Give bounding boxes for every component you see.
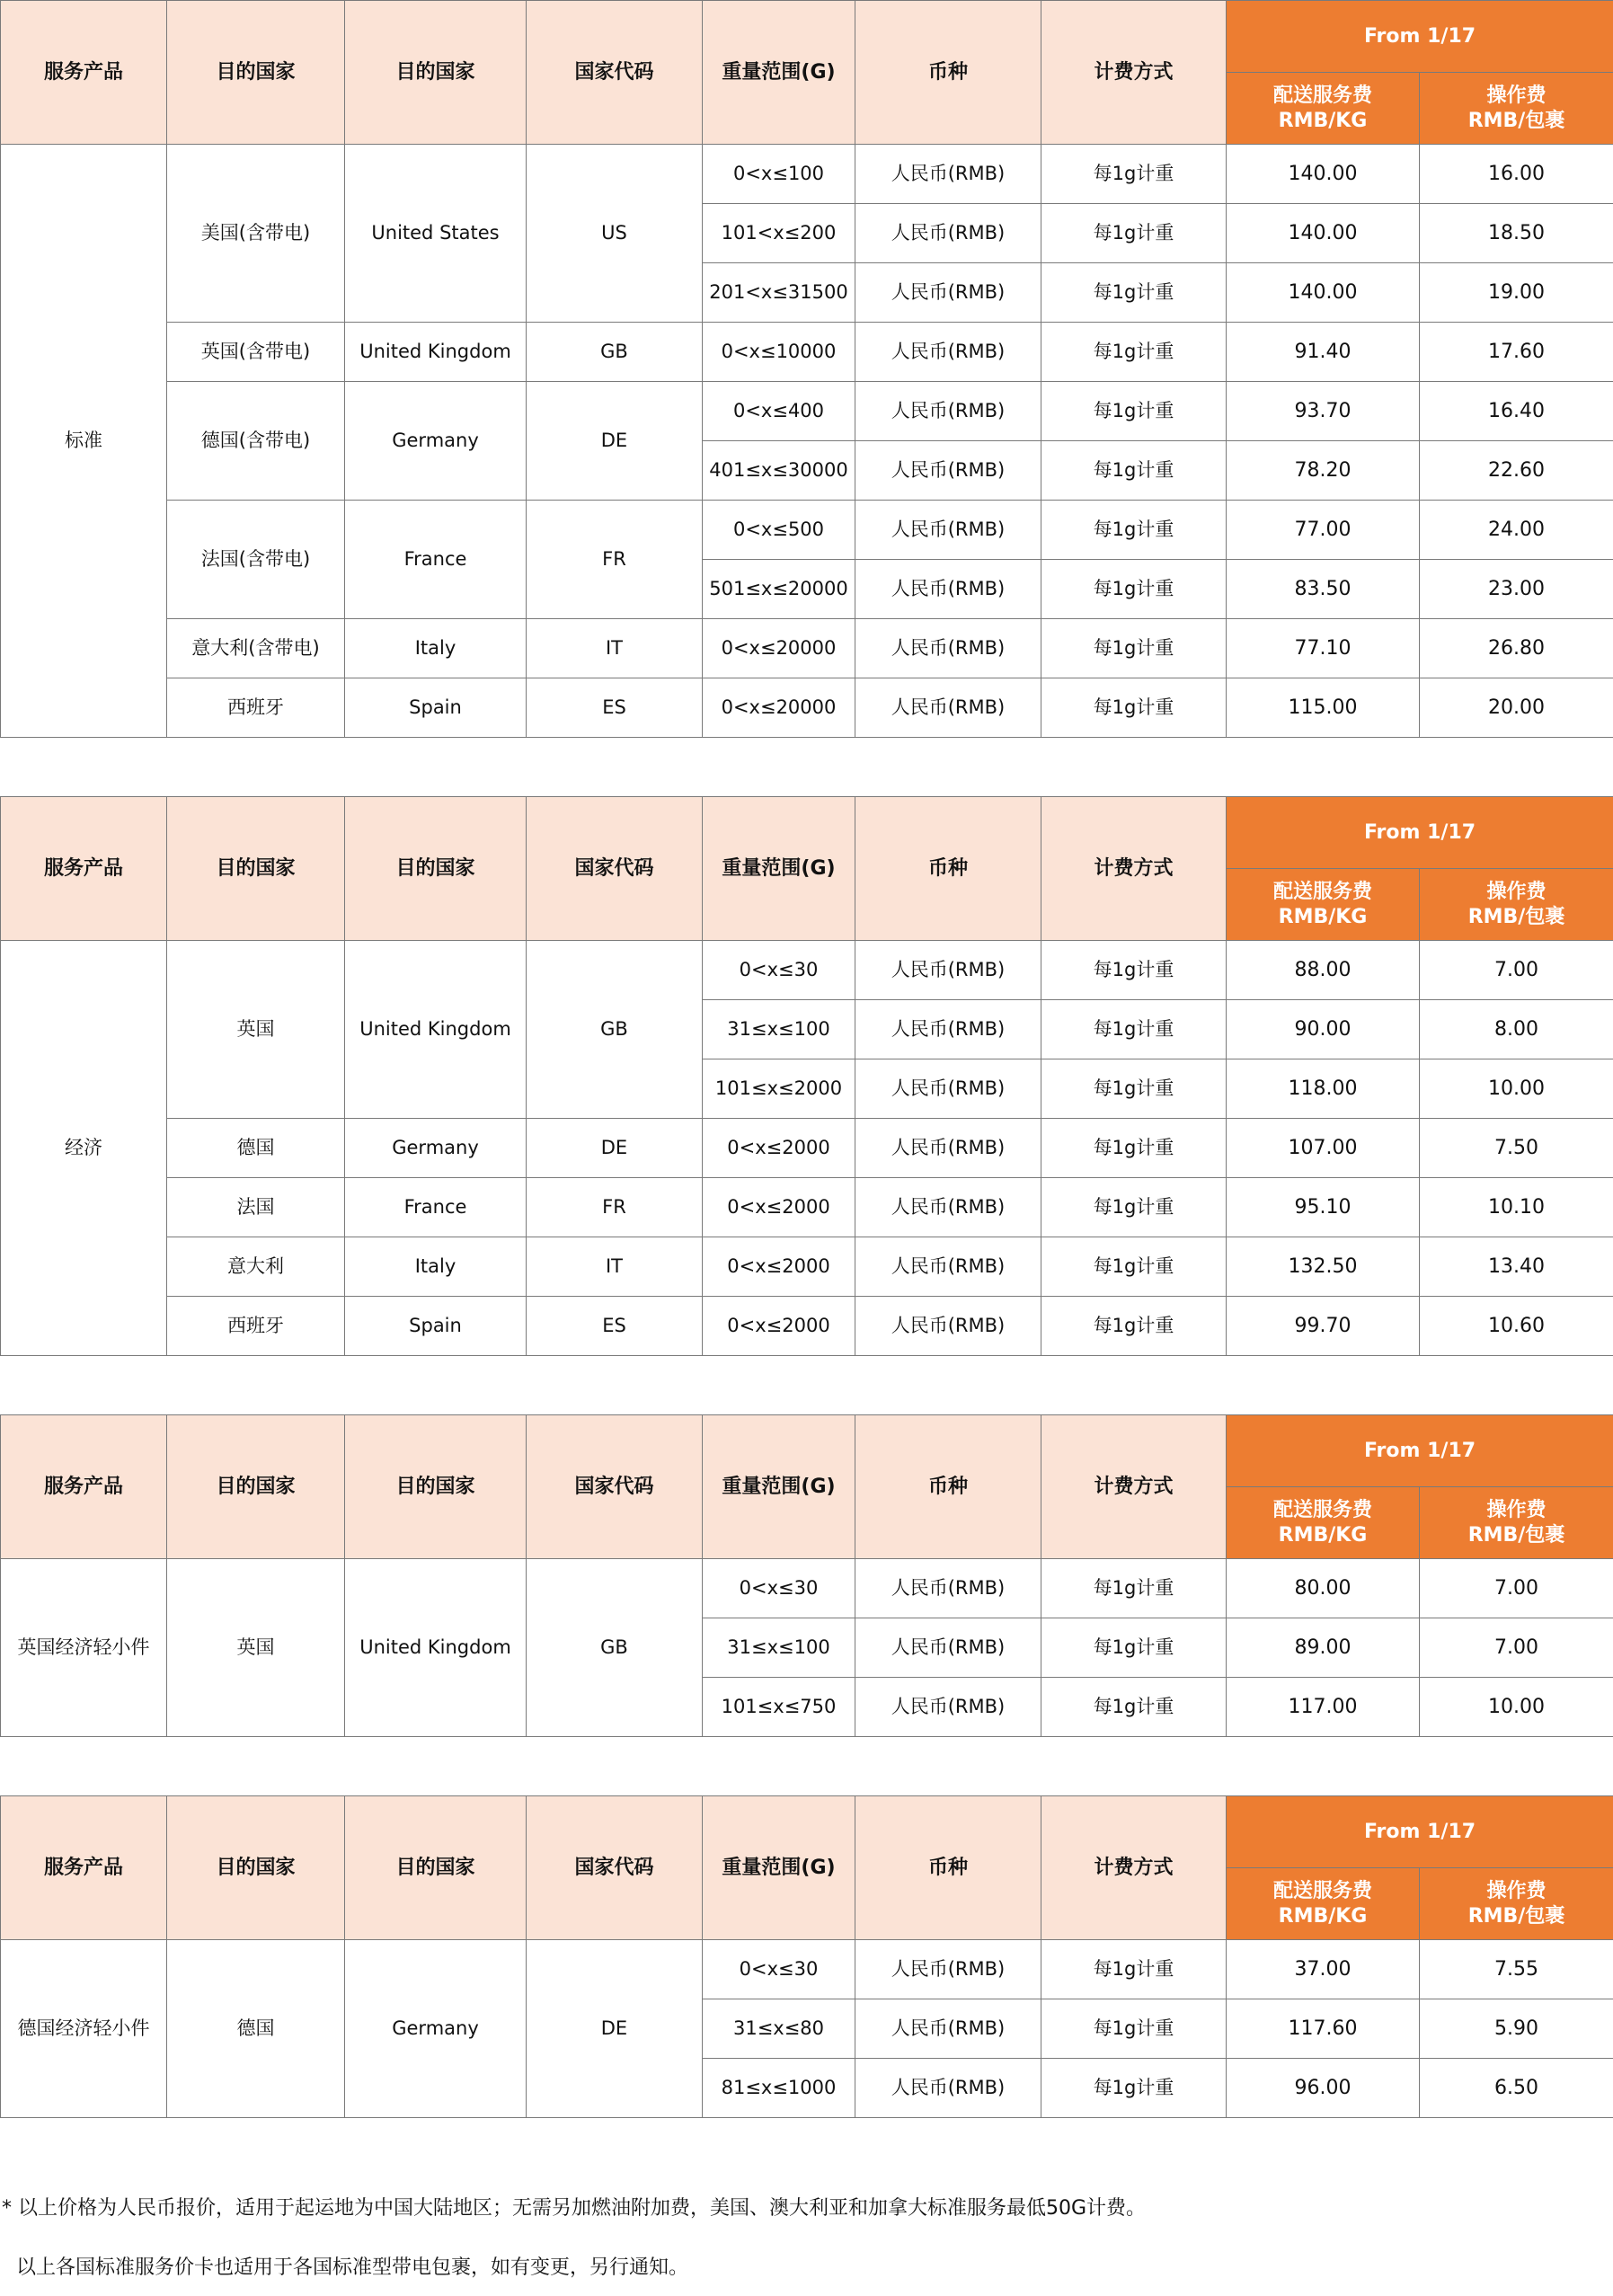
country-en-cell: United Kingdom — [345, 941, 527, 1119]
delivery-fee-cell: 37.00 — [1227, 1940, 1420, 1999]
weight-range-cell: 0<x≤10000 — [703, 323, 855, 382]
currency-cell: 人民币(RMB) — [855, 1618, 1041, 1678]
header-country-code: 国家代码 — [527, 1, 703, 145]
currency-cell: 人民币(RMB) — [855, 501, 1041, 560]
country-cn-cell: 德国 — [167, 1940, 345, 2118]
billing-method-cell: 每1g计重 — [1041, 941, 1227, 1000]
billing-method-cell: 每1g计重 — [1041, 1119, 1227, 1178]
billing-method-cell: 每1g计重 — [1041, 323, 1227, 382]
currency-cell: 人民币(RMB) — [855, 941, 1041, 1000]
country-cn-cell: 西班牙 — [167, 678, 345, 738]
header-handling-fee-unit: RMB/包裹 — [1467, 1523, 1565, 1547]
header-effective-date: From 1/17 — [1227, 1415, 1613, 1487]
billing-method-cell: 每1g计重 — [1041, 1178, 1227, 1237]
billing-method-cell: 每1g计重 — [1041, 501, 1227, 560]
country-cn-cell: 意大利(含带电) — [167, 619, 345, 678]
billing-method-cell: 每1g计重 — [1041, 1237, 1227, 1297]
country-en-cell: United States — [345, 145, 527, 323]
weight-range-cell: 31≤x≤80 — [703, 1999, 855, 2059]
delivery-fee-cell: 107.00 — [1227, 1119, 1420, 1178]
table-row — [1, 1559, 1613, 1618]
country-code-cell: GB — [527, 941, 703, 1119]
product-cell: 经济 — [1, 941, 167, 1356]
handling-fee-cell: 5.90 — [1420, 1999, 1613, 2059]
delivery-fee-cell: 140.00 — [1227, 263, 1420, 323]
header-destination-en: 目的国家 — [345, 797, 527, 941]
delivery-fee-cell: 91.40 — [1227, 323, 1420, 382]
handling-fee-cell: 24.00 — [1420, 501, 1613, 560]
billing-method-cell: 每1g计重 — [1041, 1297, 1227, 1356]
country-cn-cell: 英国 — [167, 941, 345, 1119]
header-country-code: 国家代码 — [527, 1415, 703, 1559]
header-destination-cn: 目的国家 — [167, 1, 345, 145]
billing-method-cell: 每1g计重 — [1041, 678, 1227, 738]
handling-fee-cell: 10.00 — [1420, 1678, 1613, 1737]
header-delivery-fee-label: 配送服务费 — [1272, 1499, 1372, 1521]
delivery-fee-cell: 93.70 — [1227, 382, 1420, 441]
delivery-fee-cell: 117.60 — [1227, 1999, 1420, 2059]
country-code-cell: IT — [527, 619, 703, 678]
country-en-cell: Spain — [345, 678, 527, 738]
country-cn-cell: 美国(含带电) — [167, 145, 345, 323]
currency-cell: 人民币(RMB) — [855, 323, 1041, 382]
header-destination-en: 目的国家 — [345, 1415, 527, 1559]
country-cn-cell: 德国 — [167, 1119, 345, 1178]
currency-cell: 人民币(RMB) — [855, 145, 1041, 204]
country-en-cell: France — [345, 1178, 527, 1237]
delivery-fee-cell: 132.50 — [1227, 1237, 1420, 1297]
handling-fee-cell: 7.50 — [1420, 1119, 1613, 1178]
billing-method-cell: 每1g计重 — [1041, 145, 1227, 204]
product-cell: 标准 — [1, 145, 167, 738]
delivery-fee-cell: 80.00 — [1227, 1559, 1420, 1618]
header-product: 服务产品 — [1, 1796, 167, 1940]
handling-fee-cell: 7.00 — [1420, 1618, 1613, 1678]
country-en-cell: France — [345, 501, 527, 619]
country-cn-cell: 西班牙 — [167, 1297, 345, 1356]
product-cell: 德国经济轻小件 — [1, 1940, 167, 2118]
billing-method-cell: 每1g计重 — [1041, 441, 1227, 501]
header-handling-fee-unit: RMB/包裹 — [1467, 109, 1565, 132]
footnote-pricing: * 以上价格为人民币报价，适用于起运地为中国大陆地区；无需另加燃油附加费，美国、澳大利亚和加拿大标准服务最低50G计费。 — [2, 2197, 1147, 2220]
header-product: 服务产品 — [1, 797, 167, 941]
header-effective-date: From 1/17 — [1227, 797, 1613, 869]
weight-range-cell: 0<x≤100 — [703, 145, 855, 204]
currency-cell: 人民币(RMB) — [855, 441, 1041, 501]
header-delivery-fee — [1227, 869, 1420, 941]
billing-method-cell: 每1g计重 — [1041, 1000, 1227, 1059]
header-product: 服务产品 — [1, 1, 167, 145]
handling-fee-cell: 10.60 — [1420, 1297, 1613, 1356]
weight-range-cell: 101≤x≤750 — [703, 1678, 855, 1737]
delivery-fee-cell: 77.00 — [1227, 501, 1420, 560]
footnote-applicability: 以上各国标准服务价卡也适用于各国标准型带电包裹，如有变更，另行通知。 — [16, 2256, 689, 2279]
header-destination-cn: 目的国家 — [167, 797, 345, 941]
header-currency: 币种 — [855, 1415, 1041, 1559]
header-handling-fee — [1420, 73, 1613, 145]
weight-range-cell: 0<x≤500 — [703, 501, 855, 560]
weight-range-cell: 0<x≤30 — [703, 1559, 855, 1618]
country-cn-cell: 英国 — [167, 1559, 345, 1737]
currency-cell: 人民币(RMB) — [855, 1119, 1041, 1178]
billing-method-cell: 每1g计重 — [1041, 204, 1227, 263]
table-row — [1, 1178, 1613, 1237]
currency-cell: 人民币(RMB) — [855, 1000, 1041, 1059]
table-row — [1, 145, 1613, 204]
header-delivery-fee-unit: RMB/KG — [1278, 1904, 1368, 1928]
country-code-cell: US — [527, 145, 703, 323]
billing-method-cell: 每1g计重 — [1041, 1618, 1227, 1678]
header-handling-fee — [1420, 1487, 1613, 1559]
billing-method-cell: 每1g计重 — [1041, 382, 1227, 441]
rate-table — [0, 1414, 1613, 1737]
delivery-fee-cell: 115.00 — [1227, 678, 1420, 738]
weight-range-cell: 0<x≤2000 — [703, 1297, 855, 1356]
delivery-fee-cell: 89.00 — [1227, 1618, 1420, 1678]
country-en-cell: United Kingdom — [345, 1559, 527, 1737]
country-cn-cell: 德国(含带电) — [167, 382, 345, 501]
header-row — [1, 1, 1613, 73]
header-weight-range: 重量范围(G) — [703, 1415, 855, 1559]
currency-cell: 人民币(RMB) — [855, 619, 1041, 678]
country-en-cell: Italy — [345, 1237, 527, 1297]
product-cell: 英国经济轻小件 — [1, 1559, 167, 1737]
currency-cell: 人民币(RMB) — [855, 678, 1041, 738]
delivery-fee-cell: 117.00 — [1227, 1678, 1420, 1737]
country-en-cell: United Kingdom — [345, 323, 527, 382]
country-code-cell: DE — [527, 382, 703, 501]
billing-method-cell: 每1g计重 — [1041, 560, 1227, 619]
handling-fee-cell: 7.00 — [1420, 1559, 1613, 1618]
header-handling-fee-label: 操作费 — [1486, 84, 1547, 107]
billing-method-cell: 每1g计重 — [1041, 1940, 1227, 1999]
weight-range-cell: 0<x≤2000 — [703, 1237, 855, 1297]
header-row — [1, 1796, 1613, 1868]
header-handling-fee — [1420, 869, 1613, 941]
weight-range-cell: 81≤x≤1000 — [703, 2059, 855, 2118]
handling-fee-cell: 7.00 — [1420, 941, 1613, 1000]
weight-range-cell: 0<x≤2000 — [703, 1119, 855, 1178]
country-cn-cell: 英国(含带电) — [167, 323, 345, 382]
country-en-cell: Germany — [345, 1119, 527, 1178]
currency-cell: 人民币(RMB) — [855, 1940, 1041, 1999]
delivery-fee-cell: 118.00 — [1227, 1059, 1420, 1119]
handling-fee-cell: 19.00 — [1420, 263, 1613, 323]
header-delivery-fee-unit: RMB/KG — [1278, 109, 1368, 132]
handling-fee-cell: 8.00 — [1420, 1000, 1613, 1059]
currency-cell: 人民币(RMB) — [855, 1999, 1041, 2059]
header-handling-fee-label: 操作费 — [1486, 1499, 1547, 1521]
handling-fee-cell: 10.00 — [1420, 1059, 1613, 1119]
currency-cell: 人民币(RMB) — [855, 1059, 1041, 1119]
header-weight-range: 重量范围(G) — [703, 797, 855, 941]
header-row — [1, 797, 1613, 869]
country-code-cell: IT — [527, 1237, 703, 1297]
country-en-cell: Germany — [345, 1940, 527, 2118]
table-row — [1, 382, 1613, 441]
header-destination-cn: 目的国家 — [167, 1796, 345, 1940]
header-handling-fee-label: 操作费 — [1486, 881, 1547, 903]
header-handling-fee-label: 操作费 — [1486, 1880, 1547, 1902]
header-weight-range: 重量范围(G) — [703, 1, 855, 145]
delivery-fee-cell: 90.00 — [1227, 1000, 1420, 1059]
header-row — [1, 1415, 1613, 1487]
currency-cell: 人民币(RMB) — [855, 382, 1041, 441]
handling-fee-cell: 6.50 — [1420, 2059, 1613, 2118]
country-cn-cell: 法国 — [167, 1178, 345, 1237]
handling-fee-cell: 17.60 — [1420, 323, 1613, 382]
header-destination-cn: 目的国家 — [167, 1415, 345, 1559]
header-delivery-fee — [1227, 1487, 1420, 1559]
handling-fee-cell: 10.10 — [1420, 1178, 1613, 1237]
header-delivery-fee-unit: RMB/KG — [1278, 1523, 1368, 1547]
handling-fee-cell: 22.60 — [1420, 441, 1613, 501]
header-country-code: 国家代码 — [527, 1796, 703, 1940]
country-code-cell: FR — [527, 1178, 703, 1237]
delivery-fee-cell: 99.70 — [1227, 1297, 1420, 1356]
header-delivery-fee-label: 配送服务费 — [1272, 881, 1372, 903]
table-row — [1, 1119, 1613, 1178]
header-billing-method: 计费方式 — [1041, 1415, 1227, 1559]
handling-fee-cell: 16.40 — [1420, 382, 1613, 441]
handling-fee-cell: 26.80 — [1420, 619, 1613, 678]
currency-cell: 人民币(RMB) — [855, 1237, 1041, 1297]
table-row — [1, 619, 1613, 678]
header-currency: 币种 — [855, 1796, 1041, 1940]
currency-cell: 人民币(RMB) — [855, 560, 1041, 619]
header-destination-en: 目的国家 — [345, 1, 527, 145]
weight-range-cell: 101<x≤200 — [703, 204, 855, 263]
header-billing-method: 计费方式 — [1041, 1, 1227, 145]
handling-fee-cell: 13.40 — [1420, 1237, 1613, 1297]
delivery-fee-cell: 140.00 — [1227, 204, 1420, 263]
header-handling-fee — [1420, 1868, 1613, 1940]
header-effective-date: From 1/17 — [1227, 1, 1613, 73]
country-code-cell: GB — [527, 323, 703, 382]
header-delivery-fee-label: 配送服务费 — [1272, 84, 1372, 107]
handling-fee-cell: 20.00 — [1420, 678, 1613, 738]
country-code-cell: DE — [527, 1940, 703, 2118]
country-code-cell: ES — [527, 678, 703, 738]
weight-range-cell: 0<x≤20000 — [703, 678, 855, 738]
table-row — [1, 1940, 1613, 1999]
weight-range-cell: 201<x≤31500 — [703, 263, 855, 323]
header-handling-fee-unit: RMB/包裹 — [1467, 1904, 1565, 1928]
country-cn-cell: 意大利 — [167, 1237, 345, 1297]
delivery-fee-cell: 95.10 — [1227, 1178, 1420, 1237]
header-delivery-fee-label: 配送服务费 — [1272, 1880, 1372, 1902]
currency-cell: 人民币(RMB) — [855, 1297, 1041, 1356]
table-row — [1, 323, 1613, 382]
weight-range-cell: 31≤x≤100 — [703, 1618, 855, 1678]
weight-range-cell: 101≤x≤2000 — [703, 1059, 855, 1119]
header-country-code: 国家代码 — [527, 797, 703, 941]
header-delivery-fee-unit: RMB/KG — [1278, 905, 1368, 928]
delivery-fee-cell: 96.00 — [1227, 2059, 1420, 2118]
rate-table — [0, 1795, 1613, 2118]
billing-method-cell: 每1g计重 — [1041, 2059, 1227, 2118]
handling-fee-cell: 23.00 — [1420, 560, 1613, 619]
table-row — [1, 678, 1613, 738]
weight-range-cell: 0<x≤2000 — [703, 1178, 855, 1237]
billing-method-cell: 每1g计重 — [1041, 1678, 1227, 1737]
table-row — [1, 1297, 1613, 1356]
country-code-cell: ES — [527, 1297, 703, 1356]
country-en-cell: Italy — [345, 619, 527, 678]
header-product: 服务产品 — [1, 1415, 167, 1559]
rate-table — [0, 796, 1613, 1356]
billing-method-cell: 每1g计重 — [1041, 1059, 1227, 1119]
weight-range-cell: 0<x≤20000 — [703, 619, 855, 678]
currency-cell: 人民币(RMB) — [855, 263, 1041, 323]
table-row — [1, 501, 1613, 560]
weight-range-cell: 0<x≤400 — [703, 382, 855, 441]
delivery-fee-cell: 77.10 — [1227, 619, 1420, 678]
header-billing-method: 计费方式 — [1041, 1796, 1227, 1940]
weight-range-cell: 401≤x≤30000 — [703, 441, 855, 501]
header-delivery-fee — [1227, 1868, 1420, 1940]
currency-cell: 人民币(RMB) — [855, 1559, 1041, 1618]
header-effective-date: From 1/17 — [1227, 1796, 1613, 1868]
country-code-cell: FR — [527, 501, 703, 619]
table-row — [1, 1237, 1613, 1297]
header-destination-en: 目的国家 — [345, 1796, 527, 1940]
header-handling-fee-unit: RMB/包裹 — [1467, 905, 1565, 928]
weight-range-cell: 0<x≤30 — [703, 941, 855, 1000]
table-row — [1, 941, 1613, 1000]
weight-range-cell: 501≤x≤20000 — [703, 560, 855, 619]
billing-method-cell: 每1g计重 — [1041, 619, 1227, 678]
delivery-fee-cell: 140.00 — [1227, 145, 1420, 204]
handling-fee-cell: 18.50 — [1420, 204, 1613, 263]
country-en-cell: Germany — [345, 382, 527, 501]
header-billing-method: 计费方式 — [1041, 797, 1227, 941]
weight-range-cell: 0<x≤30 — [703, 1940, 855, 1999]
header-currency: 币种 — [855, 1, 1041, 145]
currency-cell: 人民币(RMB) — [855, 204, 1041, 263]
delivery-fee-cell: 83.50 — [1227, 560, 1420, 619]
handling-fee-cell: 16.00 — [1420, 145, 1613, 204]
delivery-fee-cell: 88.00 — [1227, 941, 1420, 1000]
weight-range-cell: 31≤x≤100 — [703, 1000, 855, 1059]
country-code-cell: GB — [527, 1559, 703, 1737]
billing-method-cell: 每1g计重 — [1041, 1999, 1227, 2059]
currency-cell: 人民币(RMB) — [855, 1678, 1041, 1737]
billing-method-cell: 每1g计重 — [1041, 1559, 1227, 1618]
country-en-cell: Spain — [345, 1297, 527, 1356]
country-code-cell: DE — [527, 1119, 703, 1178]
currency-cell: 人民币(RMB) — [855, 2059, 1041, 2118]
handling-fee-cell: 7.55 — [1420, 1940, 1613, 1999]
country-cn-cell: 法国(含带电) — [167, 501, 345, 619]
billing-method-cell: 每1g计重 — [1041, 263, 1227, 323]
header-currency: 币种 — [855, 797, 1041, 941]
header-delivery-fee — [1227, 73, 1420, 145]
delivery-fee-cell: 78.20 — [1227, 441, 1420, 501]
header-weight-range: 重量范围(G) — [703, 1796, 855, 1940]
currency-cell: 人民币(RMB) — [855, 1178, 1041, 1237]
rate-table — [0, 0, 1613, 738]
